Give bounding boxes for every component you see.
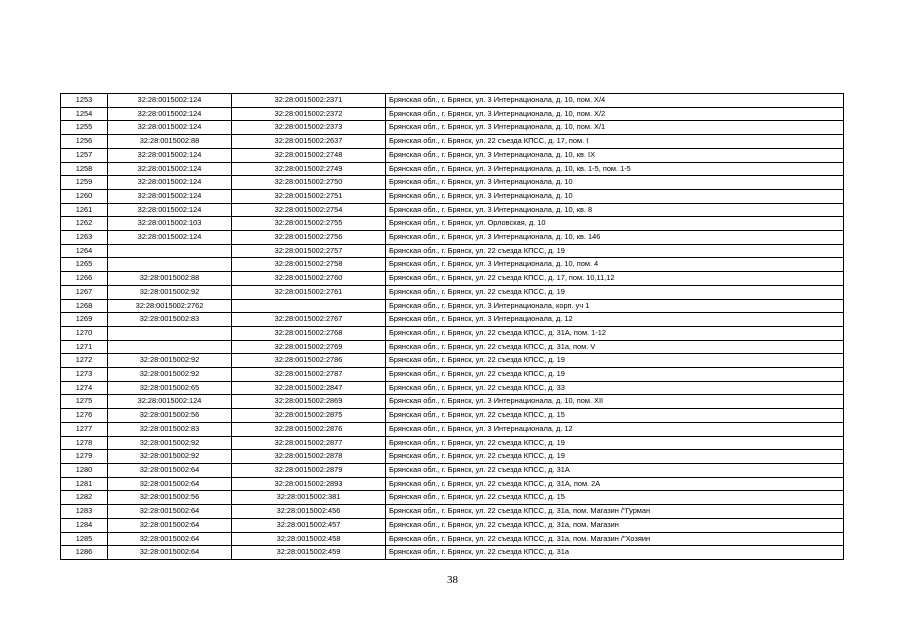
address-cell: Брянская обл., г. Брянск, ул. 22 съезда КПСС, д. 19 [386, 354, 844, 368]
table-row [61, 477, 844, 491]
table-row [61, 299, 844, 313]
address-cell: Брянская обл., г. Брянск, ул. 3 Интернационала, д. 10, кв. 1-5, пом. 1-5 [386, 162, 844, 176]
row-number-cell: 1271 [61, 340, 108, 354]
address-cell: Брянская обл., г. Брянск, ул. 3 Интернационала, д. 10, кв. IX [386, 148, 844, 162]
table-row [61, 326, 844, 340]
row-number-cell: 1270 [61, 326, 108, 340]
parent-cadastral-number-cell: 32:28:0015002:124 [108, 107, 232, 121]
row-number-cell: 1256 [61, 135, 108, 149]
row-number-cell: 1264 [61, 244, 108, 258]
row-number-cell: 1253 [61, 94, 108, 108]
address-cell: Брянская обл., г. Брянск, ул. Орловская, д. 10 [386, 217, 844, 231]
parent-cadastral-number-cell: 32:28:0015002:64 [108, 532, 232, 546]
parent-cadastral-number-cell: 32:28:0015002:124 [108, 121, 232, 135]
address-cell: Брянская обл., г. Брянск, ул. 22 съезда КПСС, д. 17, пом. I [386, 135, 844, 149]
cadastral-number-cell: 32:28:0015002:2876 [232, 422, 386, 436]
table-row [61, 518, 844, 532]
table-row [61, 354, 844, 368]
row-number-cell: 1279 [61, 450, 108, 464]
parent-cadastral-number-cell [108, 244, 232, 258]
address-cell: Брянская обл., г. Брянск, ул. 22 съезда КПСС, д. 15 [386, 409, 844, 423]
parent-cadastral-number-cell [108, 258, 232, 272]
cadastral-number-cell: 32:28:0015002:2767 [232, 313, 386, 327]
page-number: 38 [447, 574, 458, 586]
parent-cadastral-number-cell: 32:28:0015002:124 [108, 148, 232, 162]
cadastral-number-cell: 32:28:0015002:2879 [232, 463, 386, 477]
row-number-cell: 1260 [61, 189, 108, 203]
parent-cadastral-number-cell: 32:28:0015002:83 [108, 313, 232, 327]
parent-cadastral-number-cell: 32:28:0015002:64 [108, 463, 232, 477]
cadastral-number-cell: 32:28:0015002:2893 [232, 477, 386, 491]
cadastral-table-body [61, 94, 844, 560]
row-number-cell: 1261 [61, 203, 108, 217]
address-cell: Брянская обл., г. Брянск, ул. 3 Интернационала, д. 10, пом. 4 [386, 258, 844, 272]
table-row [61, 340, 844, 354]
row-number-cell: 1274 [61, 381, 108, 395]
cadastral-number-cell: 32:28:0015002:2757 [232, 244, 386, 258]
cadastral-number-cell: 32:28:0015002:2875 [232, 409, 386, 423]
table-row [61, 450, 844, 464]
table-row [61, 368, 844, 382]
cadastral-number-cell: 32:28:0015002:2373 [232, 121, 386, 135]
cadastral-number-cell: 32:28:0015002:459 [232, 546, 386, 560]
cadastral-number-cell: 32:28:0015002:2878 [232, 450, 386, 464]
table-row [61, 121, 844, 135]
row-number-cell: 1278 [61, 436, 108, 450]
address-cell: Брянская обл., г. Брянск, ул. 22 съезда КПСС, д. 19 [386, 436, 844, 450]
table-row [61, 505, 844, 519]
table-row [61, 244, 844, 258]
table-row [61, 422, 844, 436]
parent-cadastral-number-cell: 32:28:0015002:124 [108, 189, 232, 203]
table-row [61, 463, 844, 477]
cadastral-number-cell: 32:28:0015002:2748 [232, 148, 386, 162]
table-row [61, 203, 844, 217]
address-cell: Брянская обл., г. Брянск, ул. 3 Интернационала, д. 10, кв. 146 [386, 231, 844, 245]
address-cell: Брянская обл., г. Брянск, ул. 22 съезда КПСС, д. 31а, пом. Магазин /"Гурман [386, 505, 844, 519]
address-cell: Брянская обл., г. Брянск, ул. 3 Интернационала, корп. уч 1 [386, 299, 844, 313]
cadastral-number-cell: 32:28:0015002:2372 [232, 107, 386, 121]
cadastral-number-cell: 32:28:0015002:2637 [232, 135, 386, 149]
row-number-cell: 1282 [61, 491, 108, 505]
table-row [61, 546, 844, 560]
parent-cadastral-number-cell [108, 340, 232, 354]
table-row [61, 285, 844, 299]
address-cell: Брянская обл., г. Брянск, ул. 22 съезда КПСС, д. 31а, пом. Магазин [386, 518, 844, 532]
parent-cadastral-number-cell: 32:28:0015002:83 [108, 422, 232, 436]
table-row [61, 258, 844, 272]
table-row [61, 313, 844, 327]
parent-cadastral-number-cell: 32:28:0015002:2762 [108, 299, 232, 313]
row-number-cell: 1275 [61, 395, 108, 409]
table-row [61, 217, 844, 231]
address-cell: Брянская обл., г. Брянск, ул. 3 Интернационала, д. 10, кв. 8 [386, 203, 844, 217]
parent-cadastral-number-cell: 32:28:0015002:92 [108, 354, 232, 368]
cadastral-number-cell: 32:28:0015002:2754 [232, 203, 386, 217]
row-number-cell: 1259 [61, 176, 108, 190]
parent-cadastral-number-cell: 32:28:0015002:88 [108, 272, 232, 286]
address-cell: Брянская обл., г. Брянск, ул. 22 съезда КПСС, д. 19 [386, 285, 844, 299]
cadastral-number-cell: 32:28:0015002:2768 [232, 326, 386, 340]
row-number-cell: 1285 [61, 532, 108, 546]
table-row [61, 148, 844, 162]
table-row [61, 135, 844, 149]
table-row [61, 532, 844, 546]
cadastral-number-cell [232, 299, 386, 313]
row-number-cell: 1268 [61, 299, 108, 313]
table-row [61, 395, 844, 409]
address-cell: Брянская обл., г. Брянск, ул. 22 съезда КПСС, д. 15 [386, 491, 844, 505]
row-number-cell: 1272 [61, 354, 108, 368]
parent-cadastral-number-cell: 32:28:0015002:124 [108, 162, 232, 176]
table-row [61, 176, 844, 190]
parent-cadastral-number-cell: 32:28:0015002:56 [108, 491, 232, 505]
table-row [61, 107, 844, 121]
address-cell: Брянская обл., г. Брянск, ул. 22 съезда КПСС, д. 31а, пом. V [386, 340, 844, 354]
parent-cadastral-number-cell: 32:28:0015002:64 [108, 546, 232, 560]
table-row [61, 409, 844, 423]
address-cell: Брянская обл., г. Брянск, ул. 22 съезда КПСС, д. 31А, пом. 2А [386, 477, 844, 491]
address-cell: Брянская обл., г. Брянск, ул. 3 Интернационала, д. 10, пом. Х/1 [386, 121, 844, 135]
parent-cadastral-number-cell: 32:28:0015002:103 [108, 217, 232, 231]
address-cell: Брянская обл., г. Брянск, ул. 22 съезда КПСС, д. 31А, пом. 1-12 [386, 326, 844, 340]
cadastral-number-cell: 32:28:0015002:2755 [232, 217, 386, 231]
address-cell: Брянская обл., г. Брянск, ул. 3 Интернационала, д. 10, пом. XII [386, 395, 844, 409]
cadastral-number-cell: 32:28:0015002:457 [232, 518, 386, 532]
row-number-cell: 1281 [61, 477, 108, 491]
cadastral-number-cell: 32:28:0015002:2758 [232, 258, 386, 272]
parent-cadastral-number-cell: 32:28:0015002:64 [108, 518, 232, 532]
cadastral-number-cell: 32:28:0015002:2877 [232, 436, 386, 450]
parent-cadastral-number-cell: 32:28:0015002:56 [108, 409, 232, 423]
parent-cadastral-number-cell: 32:28:0015002:124 [108, 231, 232, 245]
cadastral-number-cell: 32:28:0015002:2869 [232, 395, 386, 409]
address-cell: Брянская обл., г. Брянск, ул. 22 съезда КПСС, д. 31а, пом. Магазин /"Хозяин [386, 532, 844, 546]
parent-cadastral-number-cell: 32:28:0015002:92 [108, 450, 232, 464]
table-row [61, 94, 844, 108]
parent-cadastral-number-cell: 32:28:0015002:92 [108, 368, 232, 382]
cadastral-table [60, 93, 844, 560]
cadastral-number-cell: 32:28:0015002:2750 [232, 176, 386, 190]
address-cell: Брянская обл., г. Брянск, ул. 3 Интернационала, д. 10, пом. Х/2 [386, 107, 844, 121]
cadastral-number-cell: 32:28:0015002:381 [232, 491, 386, 505]
parent-cadastral-number-cell: 32:28:0015002:124 [108, 395, 232, 409]
parent-cadastral-number-cell: 32:28:0015002:124 [108, 94, 232, 108]
address-cell: Брянская обл., г. Брянск, ул. 22 съезда КПСС, д. 31А [386, 463, 844, 477]
table-row [61, 189, 844, 203]
address-cell: Брянская обл., г. Брянск, ул. 3 Интернационала, д. 12 [386, 422, 844, 436]
address-cell: Брянская обл., г. Брянск, ул. 22 съезда КПСС, д. 31а [386, 546, 844, 560]
address-cell: Брянская обл., г. Брянск, ул. 22 съезда КПСС, д. 19 [386, 450, 844, 464]
cadastral-number-cell: 32:28:0015002:2756 [232, 231, 386, 245]
row-number-cell: 1265 [61, 258, 108, 272]
cadastral-number-cell: 32:28:0015002:2749 [232, 162, 386, 176]
parent-cadastral-number-cell: 32:28:0015002:64 [108, 477, 232, 491]
address-cell: Брянская обл., г. Брянск, ул. 3 Интернационала, д. 10, пом. Х/4 [386, 94, 844, 108]
cadastral-number-cell: 32:28:0015002:456 [232, 505, 386, 519]
address-cell: Брянская обл., г. Брянск, ул. 3 Интернационала, д. 12 [386, 313, 844, 327]
table-row [61, 272, 844, 286]
table-row [61, 381, 844, 395]
row-number-cell: 1257 [61, 148, 108, 162]
table-row [61, 436, 844, 450]
row-number-cell: 1262 [61, 217, 108, 231]
cadastral-number-cell: 32:28:0015002:2847 [232, 381, 386, 395]
row-number-cell: 1267 [61, 285, 108, 299]
row-number-cell: 1283 [61, 505, 108, 519]
cadastral-number-cell: 32:28:0015002:2769 [232, 340, 386, 354]
row-number-cell: 1254 [61, 107, 108, 121]
parent-cadastral-number-cell: 32:28:0015002:92 [108, 436, 232, 450]
parent-cadastral-number-cell: 32:28:0015002:64 [108, 505, 232, 519]
row-number-cell: 1263 [61, 231, 108, 245]
row-number-cell: 1277 [61, 422, 108, 436]
cadastral-number-cell: 32:28:0015002:458 [232, 532, 386, 546]
parent-cadastral-number-cell [108, 326, 232, 340]
parent-cadastral-number-cell: 32:28:0015002:124 [108, 176, 232, 190]
cadastral-number-cell: 32:28:0015002:2786 [232, 354, 386, 368]
parent-cadastral-number-cell: 32:28:0015002:65 [108, 381, 232, 395]
table-row [61, 162, 844, 176]
row-number-cell: 1255 [61, 121, 108, 135]
cadastral-number-cell: 32:28:0015002:2371 [232, 94, 386, 108]
row-number-cell: 1280 [61, 463, 108, 477]
cadastral-number-cell: 32:28:0015002:2761 [232, 285, 386, 299]
cadastral-number-cell: 32:28:0015002:2751 [232, 189, 386, 203]
parent-cadastral-number-cell: 32:28:0015002:124 [108, 203, 232, 217]
address-cell: Брянская обл., г. Брянск, ул. 22 съезда КПСС, д. 19 [386, 368, 844, 382]
row-number-cell: 1284 [61, 518, 108, 532]
address-cell: Брянская обл., г. Брянск, ул. 22 съезда КПСС, д. 17, пом. 10,11,12 [386, 272, 844, 286]
cadastral-number-cell: 32:28:0015002:2787 [232, 368, 386, 382]
row-number-cell: 1276 [61, 409, 108, 423]
address-cell: Брянская обл., г. Брянск, ул. 3 Интернационала, д. 10 [386, 176, 844, 190]
row-number-cell: 1258 [61, 162, 108, 176]
cadastral-number-cell: 32:28:0015002:2760 [232, 272, 386, 286]
parent-cadastral-number-cell: 32:28:0015002:92 [108, 285, 232, 299]
row-number-cell: 1269 [61, 313, 108, 327]
row-number-cell: 1266 [61, 272, 108, 286]
address-cell: Брянская обл., г. Брянск, ул. 22 съезда КПСС, д. 33 [386, 381, 844, 395]
row-number-cell: 1286 [61, 546, 108, 560]
address-cell: Брянская обл., г. Брянск, ул. 3 Интернационала, д. 10 [386, 189, 844, 203]
row-number-cell: 1273 [61, 368, 108, 382]
table-row [61, 231, 844, 245]
parent-cadastral-number-cell: 32:28:0015002:88 [108, 135, 232, 149]
table-row [61, 491, 844, 505]
address-cell: Брянская обл., г. Брянск, ул. 22 съезда КПСС, д. 19 [386, 244, 844, 258]
